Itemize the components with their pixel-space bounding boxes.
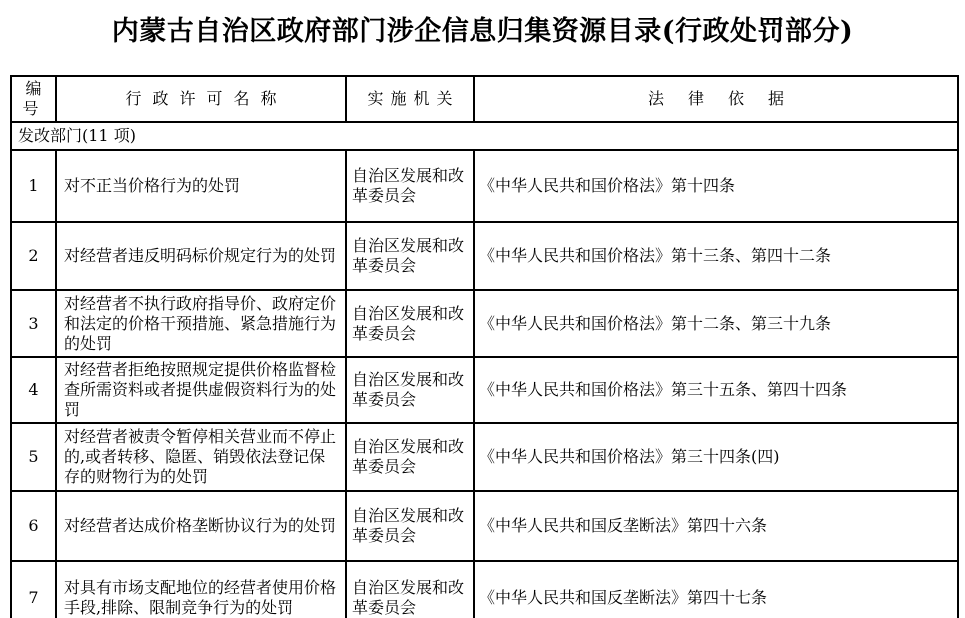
penalty-name-cell: 对经营者不执行政府指导价、政府定价和法定的价格干预措施、紧急措施行为的处罚: [56, 290, 346, 357]
document-title: 内蒙古自治区政府部门涉企信息归集资源目录(行政处罚部分): [111, 16, 854, 47]
agency-cell: 自治区发展和改革委员会: [346, 222, 474, 290]
header-legal-basis: 法律依据: [474, 76, 958, 122]
section-label: 发改部门(11 项): [11, 122, 958, 150]
row-number-cell: 6: [11, 491, 56, 561]
legal-basis-cell: 《中华人民共和国价格法》第三十四条(四): [474, 423, 958, 491]
header-license-name: 行政许可名称: [56, 76, 346, 122]
row-number-cell: 3: [11, 290, 56, 357]
legal-basis-cell: 《中华人民共和国反垄断法》第四十七条: [474, 561, 958, 618]
agency-cell: 自治区发展和改革委员会: [346, 561, 474, 618]
row-number-cell: 7: [11, 561, 56, 618]
penalty-name-cell: 对经营者拒绝按照规定提供价格监督检查所需资料或者提供虚假资料行为的处罚: [56, 357, 346, 423]
row-number-cell: 4: [11, 357, 56, 423]
section-row: [11, 122, 958, 150]
legal-basis-cell: 《中华人民共和国反垄断法》第四十六条: [474, 491, 958, 561]
table-row: [11, 561, 958, 618]
table-row: [11, 357, 958, 423]
penalty-name-cell: 对经营者被责令暂停相关营业而不停止的,或者转移、隐匿、销毁依法登记保存的财物行为的处罚: [56, 423, 346, 491]
table-row: [11, 290, 958, 357]
agency-cell: 自治区发展和改革委员会: [346, 150, 474, 222]
table-row: [11, 150, 958, 222]
row-number-cell: 2: [11, 222, 56, 290]
legal-basis-cell: 《中华人民共和国价格法》第十三条、第四十二条: [474, 222, 958, 290]
catalog-table: [10, 75, 959, 618]
penalty-name-cell: 对经营者违反明码标价规定行为的处罚: [56, 222, 346, 290]
row-number-cell: 1: [11, 150, 56, 222]
agency-cell: 自治区发展和改革委员会: [346, 357, 474, 423]
legal-basis-cell: 《中华人民共和国价格法》第三十五条、第四十四条: [474, 357, 958, 423]
table-row: [11, 423, 958, 491]
penalty-name-cell: 对经营者达成价格垄断协议行为的处罚: [56, 491, 346, 561]
table-header-row: [11, 76, 958, 122]
header-number: 编号: [11, 76, 56, 122]
penalty-name-cell: 对具有市场支配地位的经营者使用价格手段,排除、限制竞争行为的处罚: [56, 561, 346, 618]
agency-cell: 自治区发展和改革委员会: [346, 423, 474, 491]
table-row: [11, 491, 958, 561]
agency-cell: 自治区发展和改革委员会: [346, 290, 474, 357]
legal-basis-cell: 《中华人民共和国价格法》第十二条、第三十九条: [474, 290, 958, 357]
penalty-name-cell: 对不正当价格行为的处罚: [56, 150, 346, 222]
row-number-cell: 5: [11, 423, 56, 491]
header-agency: 实施机关: [346, 76, 474, 122]
legal-basis-cell: 《中华人民共和国价格法》第十四条: [474, 150, 958, 222]
agency-cell: 自治区发展和改革委员会: [346, 491, 474, 561]
table-row: [11, 222, 958, 290]
